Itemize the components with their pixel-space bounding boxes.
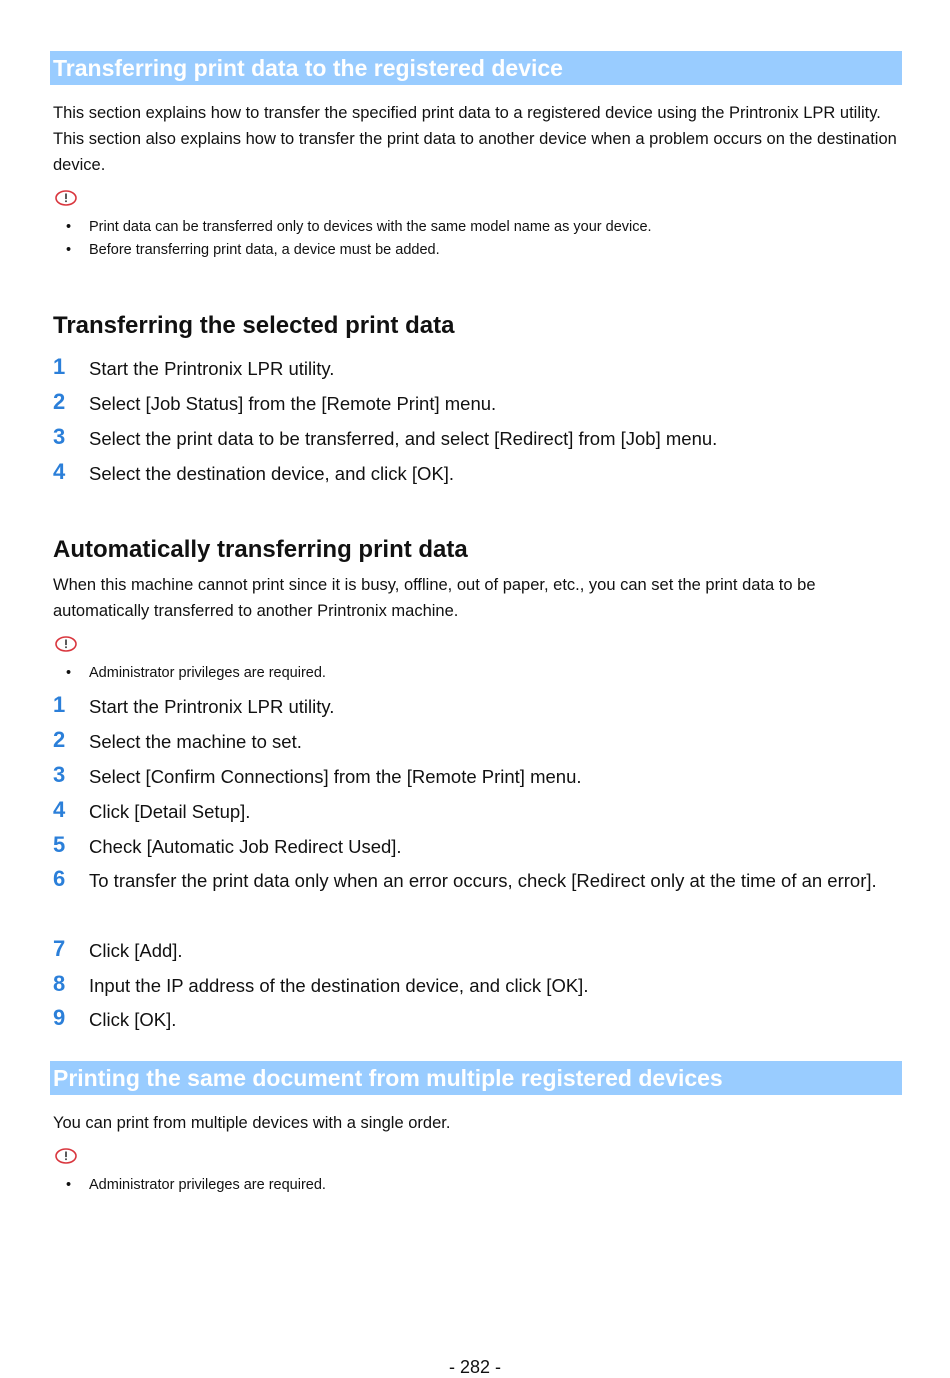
step-text: Click [Detail Setup]. [89, 801, 251, 822]
subsection-intro: When this machine cannot print since it is busy, offline, out of paper, etc., you can set the print data to be automatically transferred to another Printronix machine. [53, 576, 816, 620]
step-text: Check [Automatic Job Redirect Used]. [89, 836, 402, 857]
step-number: 1 [53, 354, 66, 379]
exclamation-circle-icon [55, 190, 77, 206]
step-text: To transfer the print data only when an error occurs, check [Redirect only at the time of an error]. [89, 870, 877, 891]
step-number: 3 [53, 424, 66, 449]
step-number: 4 [53, 459, 66, 484]
bullet-marker: • [66, 242, 72, 258]
note-text: Before transferring print data, a device must be added. [89, 242, 440, 258]
step-number: 9 [53, 1005, 66, 1030]
note-text: Administrator privileges are required. [89, 665, 326, 681]
step-text: Start the Printronix LPR utility. [89, 358, 335, 379]
step-text: Select [Confirm Connections] from the [Remote Print] menu. [89, 766, 582, 787]
exclamation-circle-icon [55, 636, 77, 652]
step-text: Click [OK]. [89, 1009, 177, 1030]
section-intro: This section explains how to transfer the specified print data to a registered device using the Printronix LPR utility. This section also explains how to transfer the print data to another device when a problem occurs on the destination device. [53, 104, 897, 174]
section-title: Transferring print data to the registered device [50, 51, 902, 85]
step-text: Select the destination device, and click [OK]. [89, 463, 455, 484]
bullet-marker: • [66, 219, 72, 235]
note-text: Administrator privileges are required. [89, 1177, 326, 1193]
note-text: Print data can be transferred only to devices with the same model name as your device. [89, 219, 652, 235]
step-text: Select the machine to set. [89, 731, 302, 752]
step-number: 4 [53, 797, 66, 822]
subsection-title: Automatically transferring print data [53, 536, 468, 563]
page-number: - 282 - [448, 1357, 502, 1377]
step-text: Input the IP address of the destination device, and click [OK]. [89, 975, 589, 996]
step-number: 6 [53, 866, 66, 891]
step-number: 1 [53, 692, 66, 717]
step-number: 2 [53, 389, 66, 414]
note-item [66, 1175, 326, 1195]
section-title: Printing the same document from multiple registered devices [50, 1061, 902, 1095]
note-item [66, 217, 652, 237]
step-number: 3 [53, 762, 66, 787]
exclamation-circle-icon [55, 1148, 77, 1164]
step-text: Click [Add]. [89, 940, 183, 961]
step-text: Select [Job Status] from the [Remote Print] menu. [89, 393, 497, 414]
step-number: 8 [53, 971, 66, 996]
step-text: Select the print data to be transferred, and select [Redirect] from [Job] menu. [89, 428, 718, 449]
subsection-title: Transferring the selected print data [53, 312, 455, 339]
section-intro: You can print from multiple devices with a single order. [53, 1114, 451, 1132]
bullet-marker: • [66, 1177, 72, 1193]
step-text: Start the Printronix LPR utility. [89, 696, 335, 717]
note-item [66, 240, 440, 260]
note-item [66, 663, 326, 683]
bullet-marker: • [66, 665, 72, 681]
step-number: 5 [53, 832, 66, 857]
step-number: 7 [53, 936, 66, 961]
step-number: 2 [53, 727, 66, 752]
